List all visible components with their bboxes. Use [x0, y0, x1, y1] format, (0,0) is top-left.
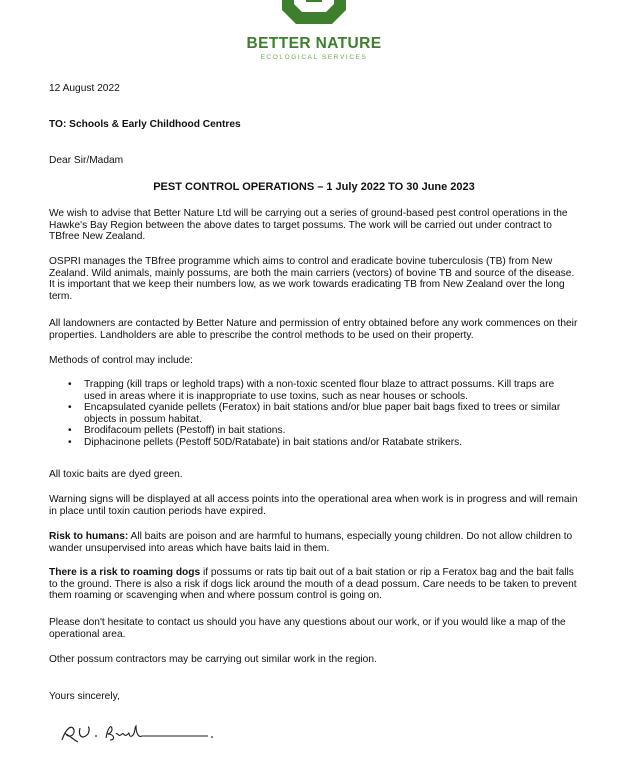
letter-date: 12 August 2022 [49, 83, 120, 94]
paragraph-warning-signs: Warning signs will be displayed at all access points into the operational area when work is in progress and will remain in place until toxin caution periods have expired. [49, 494, 578, 517]
list-item: • Diphacinone pellets (Pestoff 50D/Ratabate) in bait stations and/or Ratabate strikers. [49, 437, 579, 449]
brand-tagline: ECOLOGICAL SERVICES [260, 54, 368, 61]
closing: Yours sincerely, [49, 691, 120, 702]
paragraph-other-contractors: Other possum contractors may be carrying out similar work in the region. [49, 654, 377, 665]
risk-humans-label: Risk to humans: [49, 531, 129, 542]
paragraph-landowners: All landowners are contacted by Better Nature and permission of entry obtained before any work commences on their properties. Landholders are able to prescribe the control methods to be used on their property. [49, 318, 578, 341]
methods-intro: Methods of control may include: [49, 355, 193, 366]
paragraph-contact: Please don't hesitate to contact us should you have any questions about our work, or if you would like a map of the operational area. [49, 617, 566, 640]
list-item: • Trapping (kill traps or leghold traps) with a non-toxic scented flour blaze to attract possums. Kill traps are used in areas where it is inappropriate to use toxins, such as near houses or schools. [49, 379, 579, 402]
paragraph-ospri: OSPRI manages the TBfree programme which aims to control and eradicate bovine tuberculosis (TB) from New Zealand. Wild animals, mainly possums, are both the main carriers (vectors) of bovine TB and source of the disease. It is important that we keep their numbers low, as we work towards eradicating TB from New Zealand over the long term. [49, 256, 575, 302]
risk-dogs-label: There is a risk to roaming dogs [49, 567, 201, 578]
better-nature-logo [276, 0, 352, 32]
paragraph-risk-humans [49, 531, 579, 554]
recipient-line: TO: Schools & Early Childhood Centres [49, 119, 241, 130]
brand-name: BETTER NATURE [246, 35, 382, 52]
letterhead [0, 0, 628, 70]
methods-list [49, 379, 579, 449]
paragraph-toxic-baits: All toxic baits are dyed green. [49, 469, 183, 480]
letter-title: PEST CONTROL OPERATIONS – 1 July 2022 TO 30 June 2023 [153, 181, 475, 193]
paragraph-risk-dogs [49, 567, 579, 602]
salutation: Dear Sir/Madam [49, 155, 124, 166]
list-item: • Brodifacoum pellets (Pestoff) in bait stations. [49, 425, 579, 437]
handwritten-signature [58, 718, 218, 748]
risk-dogs-text: if possums or rats tip bait out of a bait station or rip a Feratox bag and the bait falls to the ground. There is also a risk if dogs lick around the mouth of a dead possum. Care needs to be taken to prevent them roaming or scavenging when and where possum control is going on. [49, 567, 577, 602]
paragraph-intro: We wish to advise that Better Nature Ltd will be carrying out a series of ground-based pest control operations in the Hawke's Bay Region between the above dates to target possums. The work will be carried out under contract to TBfree New Zealand. [49, 208, 568, 243]
risk-humans-text: All baits are poison and are harmful to humans, especially young children. Do not allow children to wander unsupervised into areas which have baits laid in them. [49, 531, 573, 554]
list-item: • Encapsulated cyanide pellets (Feratox) in bait stations and/or blue paper bait bags fixed to trees or similar objects in possum habitat. [49, 402, 579, 425]
